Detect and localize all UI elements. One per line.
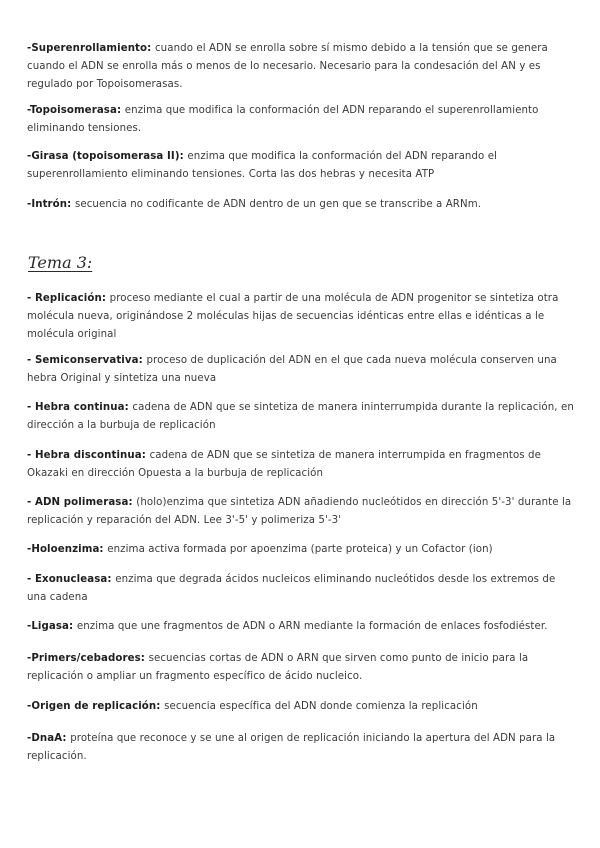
entry-hebra-continua <box>27 399 575 435</box>
entry-holoenzima <box>27 541 575 559</box>
term-label: -DnaA <box>27 733 63 744</box>
term-label: - Hebra continua <box>27 402 125 413</box>
term-colon: : <box>128 497 137 508</box>
definition-text: enzima que modifica la conformación del ADN reparando el superenrollamiento eliminando tensiones. Corta las dos hebras y necesita ATP <box>27 151 498 180</box>
term-label: -Primers/cebadores <box>27 653 141 664</box>
entry-girasa <box>27 148 575 184</box>
entry-exonucleasa <box>27 571 575 607</box>
term-colon: : <box>62 733 71 744</box>
definition-text: secuencia específica del ADN donde comienza la replicación <box>164 701 478 712</box>
term-label: - Hebra discontinua <box>27 450 142 461</box>
term-colon: : <box>141 450 150 461</box>
term-label: - Semiconservativa <box>27 355 139 366</box>
entry-intron <box>27 196 575 214</box>
term-colon: : <box>99 544 108 555</box>
term-label: -Intrón <box>27 199 68 210</box>
term-label: -Holoenzima <box>27 544 100 555</box>
term-colon: : <box>147 43 155 54</box>
term-label: - Replicación <box>27 293 102 304</box>
entry-replicacion <box>27 290 575 344</box>
definition-text: enzima que modifica la conformación del ADN reparando el superenrollamiento eliminando tensiones. <box>27 105 539 134</box>
term-colon: : <box>124 402 133 413</box>
term-colon: : <box>140 653 149 664</box>
definition-text: enzima que degrada ácidos nucleicos eliminando nucleótidos desde los extremos de una cadena <box>27 574 556 603</box>
definition-text: cadena de ADN que se sintetiza de manera ininterrumpida durante la replicación, en dirección a la burbuja de replicación <box>27 402 574 431</box>
definition-text: cuando el ADN se enrolla sobre sí mismo debido a la tensión que se genera cuando el ADN se enrolla más o menos de lo necesario. Necesario para la condesación del AN y es regulado por Topoisomerasas. <box>27 43 548 90</box>
term-label: - Exonucleasa <box>27 574 108 585</box>
term-label: -Origen de replicación <box>27 701 157 712</box>
term-label: - ADN polimerasa <box>27 497 129 508</box>
entry-semiconservativa <box>27 352 575 388</box>
term-label: -Topoisomerasa <box>27 105 117 116</box>
definition-text: proceso de duplicación del ADN en el que cada nueva molécula conserven una hebra Original y sintetiza una nueva <box>27 355 557 384</box>
definition-text: proteína que reconoce y se une al origen de replicación iniciando la apertura del ADN para la replicación. <box>27 733 556 762</box>
term-label: -Ligasa <box>27 621 70 632</box>
term-colon: : <box>116 105 125 116</box>
entry-primers-cebadores <box>27 650 575 686</box>
entry-dnaa <box>27 730 575 766</box>
term-colon: : <box>179 151 188 162</box>
term-colon: : <box>69 621 77 632</box>
entry-adn-polimerasa <box>27 494 575 530</box>
definition-text: enzima que une fragmentos de ADN o ARN mediante la formación de enlaces fosfodiéster. <box>76 621 548 632</box>
term-colon: : <box>156 701 165 712</box>
entry-superenrollamiento <box>27 40 575 94</box>
term-label: -Girasa (topoisomerasa II) <box>27 151 180 162</box>
section-title: Tema 3: <box>28 253 93 272</box>
entry-origen-de-replicacion <box>27 698 575 716</box>
definition-text: proceso mediante el cual a partir de una molécula de ADN progenitor se sintetiza otra molécula nueva, originándose 2 moléculas hijas de secuencias idénticas entre ellas e idénticas a le molécula original <box>27 293 559 340</box>
definition-text: secuencia no codificante de ADN dentro de un gen que se transcribe a ARNm. <box>74 199 482 210</box>
term-label: -Superenrollamiento <box>27 43 148 54</box>
term-colon: : <box>67 199 75 210</box>
definition-text: (holo)enzima que sintetiza ADN añadiendo nucleótidos en dirección 5'-3' durante la replicación y reparación del ADN. Lee 3'-5' y polimeriza 5'-3' <box>27 497 572 526</box>
term-colon: : <box>101 293 110 304</box>
entry-ligasa <box>27 618 575 636</box>
entry-topoisomerasa <box>27 102 575 138</box>
entry-hebra-discontinua <box>27 447 575 483</box>
term-colon: : <box>138 355 147 366</box>
term-colon: : <box>107 574 116 585</box>
definition-text: cadena de ADN que se sintetiza de manera interrumpida en fragmentos de Okazaki en dirección Opuesta a la burbuja de replicación <box>27 450 541 479</box>
definition-text: secuencias cortas de ADN o ARN que sirven como punto de inicio para la replicación o ampliar un fragmento específico de ácido nucleico. <box>27 653 529 682</box>
definition-text: enzima activa formada por apoenzima (parte proteica) y un Cofactor (ion) <box>107 544 493 555</box>
